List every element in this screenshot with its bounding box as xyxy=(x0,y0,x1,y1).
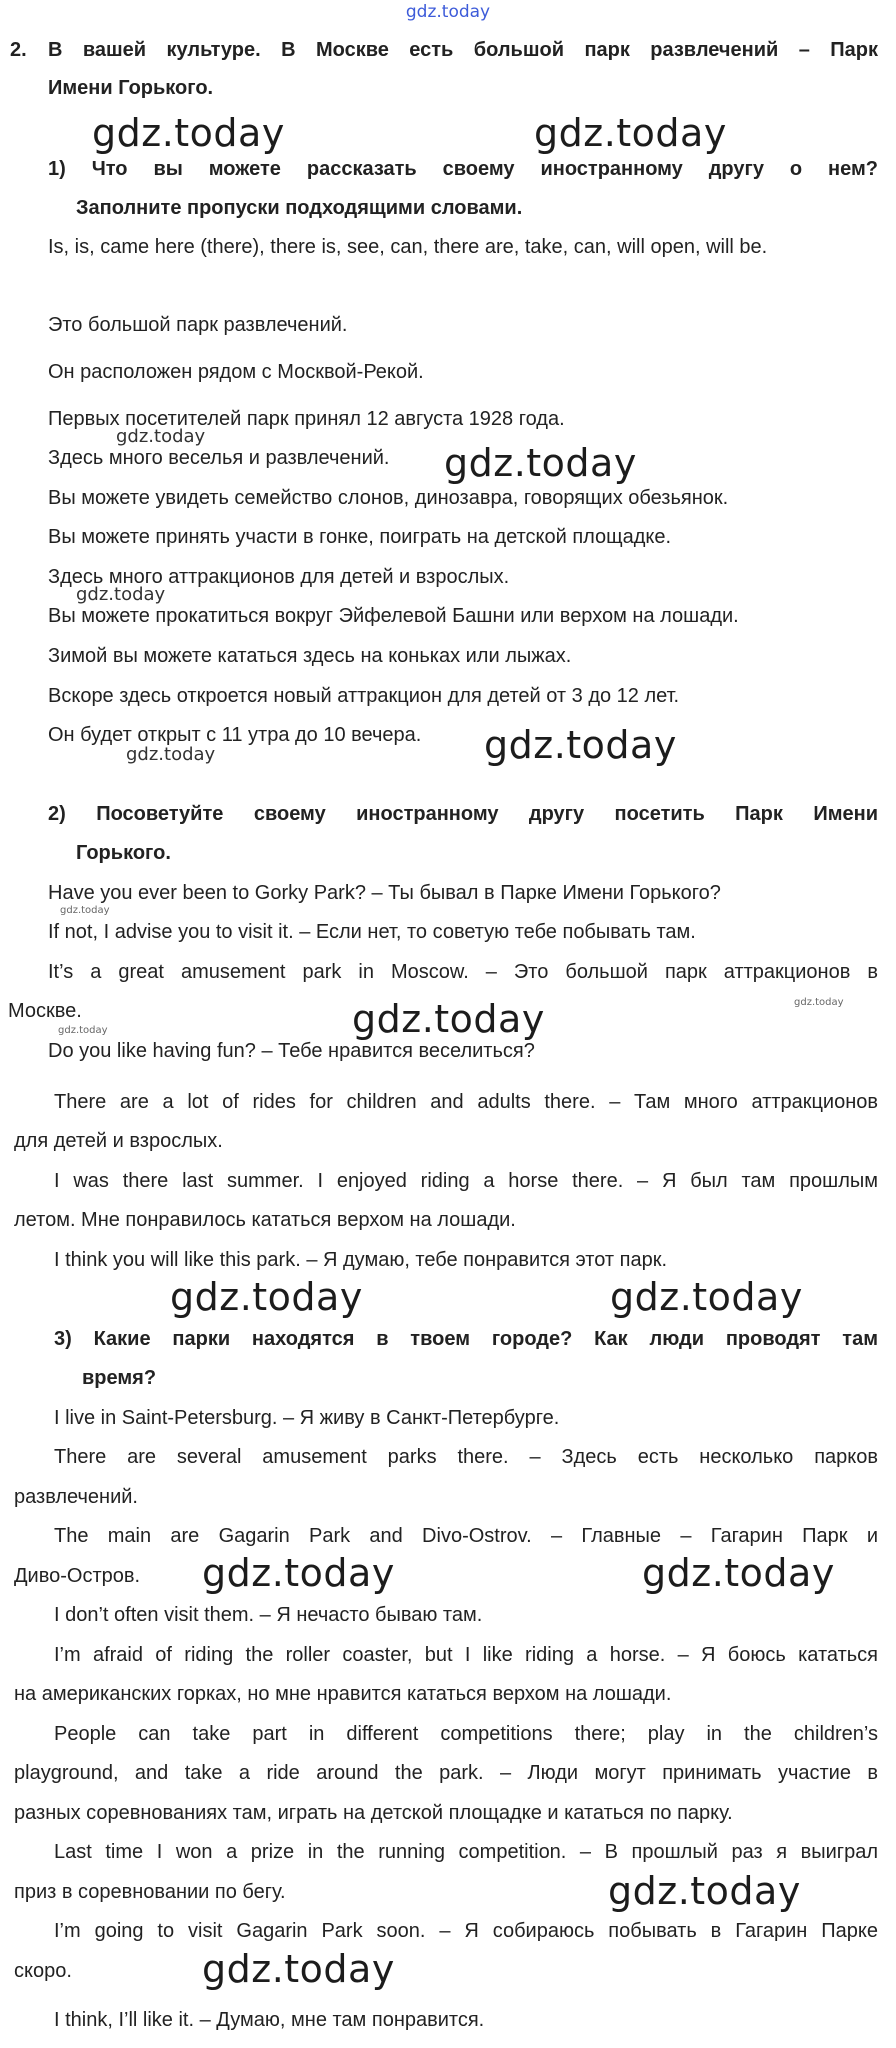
part1-word-list: Is, is, came here (there), there is, see, can, there are, take, can, will open, will be. xyxy=(48,236,768,258)
watermark-large: gdz.today xyxy=(170,1275,363,1319)
part3-line: I don’t often visit them. – Я нечасто бываю там. xyxy=(54,1604,483,1626)
top-watermark: gdz.today xyxy=(405,2,491,22)
part3-line: скоро. xyxy=(14,1960,72,1982)
watermark-tiny: gdz.today xyxy=(60,905,110,916)
part1-sentence: Вы можете увидеть семейство слонов, динозавра, говорящих обезьянок. xyxy=(48,487,729,509)
part3-line: The main are Gagarin Park and Divo-Ostrov. – Главные – Гагарин Парк и xyxy=(54,1525,878,1547)
part1-sentence: Здесь много аттракционов для детей и взрослых. xyxy=(48,566,510,588)
part3-line: People can take part in different competitions there; play in the children’s xyxy=(54,1723,878,1745)
part3-question-line-1: 3) Какие парки находятся в твоем городе? Как люди проводят там xyxy=(54,1328,878,1350)
part1-sentence: Первых посетителей парк принял 12 августа 1928 года. xyxy=(48,408,565,430)
part3-line: I live in Saint-Petersburg. – Я живу в Санкт-Петербурге. xyxy=(54,1407,560,1429)
part3-line: I think, I’ll like it. – Думаю, мне там понравится. xyxy=(54,2009,485,2031)
watermark-small: gdz.today xyxy=(126,744,216,765)
part3-line: Last time I won a prize in the running competition. – В прошлый раз я выиграл xyxy=(54,1841,878,1863)
part2-line: летом. Мне понравилось кататься верхом на лошади. xyxy=(14,1209,516,1231)
part3-line: развлечений. xyxy=(14,1486,138,1508)
part1-sentence: Зимой вы можете кататься здесь на коньках или лыжах. xyxy=(48,645,572,667)
task-title-line-2: Имени Горького. xyxy=(48,77,214,99)
part2-line: There are a lot of rides for children and adults there. – Там много аттракционов xyxy=(54,1091,878,1113)
part2-line: Do you like having fun? – Тебе нравится веселиться? xyxy=(48,1040,535,1062)
part1-sentence: Вскоре здесь откроется новый аттракцион для детей от 3 до 12 лет. xyxy=(48,685,680,707)
part2-line: I think you will like this park. – Я думаю, тебе понравится этот парк. xyxy=(54,1249,668,1271)
part1-sentence: Здесь много веселья и развлечений. xyxy=(48,447,390,469)
part1-question-line-1: 1) Что вы можете рассказать своему иностранному другу о нем? xyxy=(48,158,878,180)
watermark-small: gdz.today xyxy=(116,426,206,447)
part3-line: I’m going to visit Gagarin Park soon. – Я собираюсь побывать в Гагарин Парке xyxy=(54,1920,878,1942)
part1-sentence: Он будет открыт с 11 утра до 10 вечера. xyxy=(48,724,422,746)
part1-sentence: Вы можете прокатиться вокруг Эйфелевой Башни или верхом на лошади. xyxy=(48,605,739,627)
watermark-large: gdz.today xyxy=(444,441,637,485)
part3-line: There are several amusement parks there. – Здесь есть несколько парков xyxy=(54,1446,878,1468)
part1-sentence: Он расположен рядом с Москвой-Рекой. xyxy=(48,361,424,383)
watermark-large: gdz.today xyxy=(610,1275,803,1319)
part3-line: приз в соревновании по бегу. xyxy=(14,1881,286,1903)
part3-line: разных соревнованиях там, играть на детской площадке и кататься по парку. xyxy=(14,1802,733,1824)
watermark-large: gdz.today xyxy=(484,723,677,767)
watermark-large: gdz.today xyxy=(642,1551,835,1595)
watermark-small: gdz.today xyxy=(76,584,166,605)
part1-sentence: Это большой парк развлечений. xyxy=(48,314,348,336)
task-number: 2. xyxy=(10,39,27,61)
watermark-tiny: gdz.today xyxy=(794,997,844,1008)
watermark-large: gdz.today xyxy=(92,111,285,155)
part3-line: I’m afraid of riding the roller coaster, but I like riding a horse. – Я боюсь кататься xyxy=(54,1644,878,1666)
part2-line: Москве. xyxy=(8,1000,82,1022)
part2-line: I was there last summer. I enjoyed riding a horse there. – Я был там прошлым xyxy=(54,1170,878,1192)
watermark-large: gdz.today xyxy=(352,997,545,1041)
part2-question-line-2: Горького. xyxy=(76,842,171,864)
part3-line: playground, and take a ride around the park. – Люди могут принимать участие в xyxy=(14,1762,878,1784)
watermark-large: gdz.today xyxy=(202,1551,395,1595)
watermark-tiny: gdz.today xyxy=(58,1025,108,1036)
part2-line: It’s a great amusement park in Moscow. – Это большой парк аттракционов в xyxy=(48,961,878,983)
part2-line: для детей и взрослых. xyxy=(14,1130,223,1152)
part3-line: Диво-Остров. xyxy=(14,1565,141,1587)
watermark-large: gdz.today xyxy=(608,1869,801,1913)
part3-question-line-2: время? xyxy=(82,1367,157,1389)
part2-question-line-1: 2) Посоветуйте своему иностранному другу посетить Парк Имени xyxy=(48,803,878,825)
task-title-line-1: В вашей культуре. В Москве есть большой парк развлечений – Парк xyxy=(48,39,878,61)
part2-line: If not, I advise you to visit it. – Если нет, то советую тебе побывать там. xyxy=(48,921,696,943)
part1-sentence: Вы можете принять участи в гонке, поиграть на детской площадке. xyxy=(48,526,672,548)
part1-question-line-2: Заполните пропуски подходящими словами. xyxy=(76,197,523,219)
part2-line: Have you ever been to Gorky Park? – Ты бывал в Парке Имени Горького? xyxy=(48,882,721,904)
watermark-large: gdz.today xyxy=(534,111,727,155)
watermark-large: gdz.today xyxy=(202,1947,395,1991)
part3-line: на американских горках, но мне нравится кататься верхом на лошади. xyxy=(14,1683,672,1705)
